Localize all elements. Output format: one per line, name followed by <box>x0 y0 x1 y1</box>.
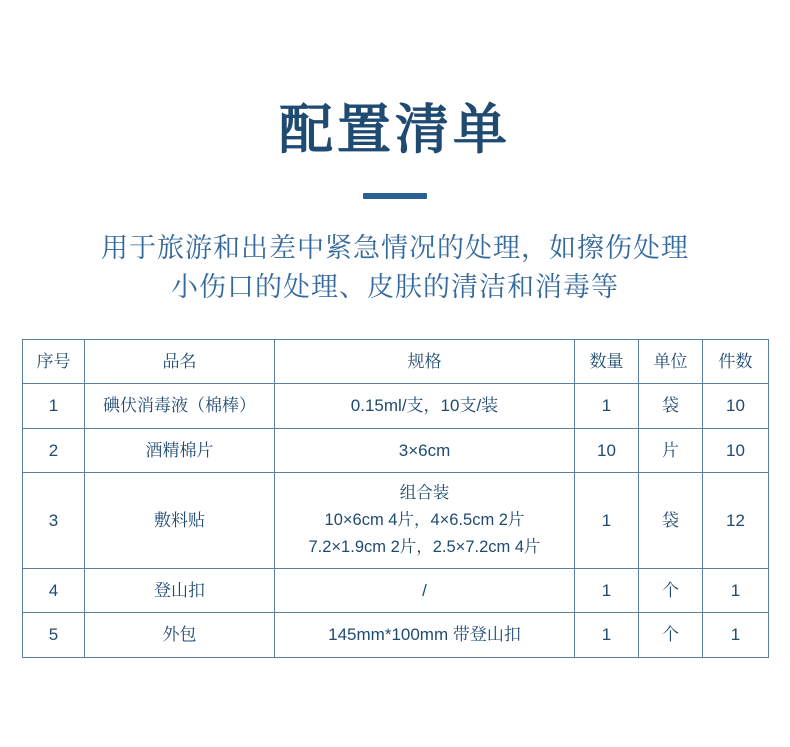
cell-unit: 个 <box>639 568 703 613</box>
column-header-pieces: 件数 <box>703 339 769 384</box>
cell-unit: 袋 <box>639 473 703 568</box>
spec-line: 10×6cm 4片，4×6.5cm 2片 <box>324 511 525 530</box>
page-subtitle <box>0 229 790 307</box>
cell-pieces: 10 <box>703 428 769 473</box>
cell-quantity: 1 <box>575 613 639 658</box>
cell-pieces: 1 <box>703 568 769 613</box>
cell-quantity: 1 <box>575 568 639 613</box>
title-divider-wrap <box>0 193 790 199</box>
cell-quantity: 1 <box>575 384 639 429</box>
column-header-quantity: 数量 <box>575 339 639 384</box>
cell-index: 1 <box>23 384 85 429</box>
cell-unit: 片 <box>639 428 703 473</box>
subtitle-line-2: 小伤口的处理、皮肤的清洁和消毒等 <box>171 271 619 302</box>
cell-unit: 袋 <box>639 384 703 429</box>
cell-pieces: 1 <box>703 613 769 658</box>
spec-table-body <box>23 384 769 657</box>
table-header-row <box>23 339 769 384</box>
cell-index: 4 <box>23 568 85 613</box>
column-header-index: 序号 <box>23 339 85 384</box>
spec-line: 0.15ml/支，10支/装 <box>350 396 499 416</box>
cell-name: 碘伏消毒液（棉棒） <box>85 384 275 429</box>
spec-table <box>22 339 769 658</box>
table-row <box>23 473 769 568</box>
cell-spec <box>275 613 575 658</box>
spec-line: / <box>422 580 427 600</box>
spec-line: 145mm*100mm 带登山扣 <box>328 625 521 645</box>
cell-pieces: 12 <box>703 473 769 568</box>
cell-quantity: 10 <box>575 428 639 473</box>
spec-table-wrap <box>22 339 768 658</box>
column-header-name: 品名 <box>85 339 275 384</box>
spec-line: 组合装 <box>399 484 450 503</box>
table-row <box>23 384 769 429</box>
title-divider <box>363 193 427 199</box>
cell-index: 2 <box>23 428 85 473</box>
page-title: 配置清单 <box>279 100 511 160</box>
cell-index: 5 <box>23 613 85 658</box>
table-row <box>23 428 769 473</box>
spec-table-head <box>23 339 769 384</box>
spec-line: 7.2×1.9cm 2片，2.5×7.2cm 4片 <box>308 537 541 556</box>
cell-index: 3 <box>23 473 85 568</box>
cell-pieces: 10 <box>703 384 769 429</box>
cell-name: 外包 <box>85 613 275 658</box>
column-header-spec: 规格 <box>275 339 575 384</box>
subtitle-line-1: 用于旅游和出差中紧急情况的处理，如擦伤处理 <box>101 232 689 263</box>
cell-spec <box>275 384 575 429</box>
cell-spec <box>275 473 575 568</box>
cell-spec <box>275 568 575 613</box>
spec-line: 3×6cm <box>398 440 451 460</box>
table-row <box>23 568 769 613</box>
cell-unit: 个 <box>639 613 703 658</box>
cell-name: 酒精棉片 <box>85 428 275 473</box>
column-header-unit: 单位 <box>639 339 703 384</box>
cell-quantity: 1 <box>575 473 639 568</box>
cell-name: 登山扣 <box>85 568 275 613</box>
cell-spec <box>275 428 575 473</box>
table-row <box>23 613 769 658</box>
cell-name: 敷料贴 <box>85 473 275 568</box>
